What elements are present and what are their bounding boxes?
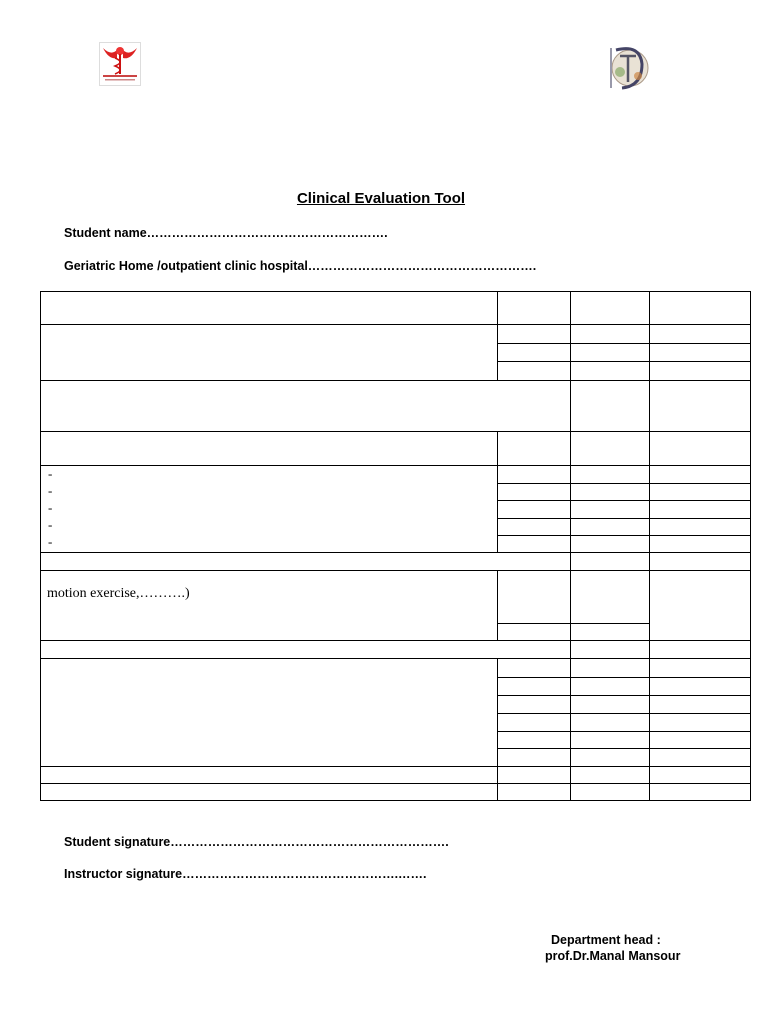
student-signature-field: Student signature…………………………………………………………. xyxy=(64,835,449,849)
list-bullet: - xyxy=(48,466,53,481)
list-bullet: - xyxy=(48,517,53,532)
student-name-field: Student name…………………………………………………. xyxy=(64,226,388,240)
university-emblem-icon xyxy=(606,42,650,92)
list-bullet: - xyxy=(48,534,53,549)
hospital-field: Geriatric Home /outpatient clinic hospital………………………………………………. xyxy=(64,259,537,273)
department-head-name: prof.Dr.Manal Mansour xyxy=(545,949,681,963)
page-title: Clinical Evaluation Tool xyxy=(296,190,466,207)
department-head-label: Department head : xyxy=(551,933,661,947)
instructor-signature-field: Instructor signature…………………………………………….……. xyxy=(64,867,427,881)
motion-exercise-text: motion exercise,……….) xyxy=(47,586,190,601)
list-bullet: - xyxy=(48,483,53,498)
list-bullet: - xyxy=(48,500,53,515)
faculty-nursing-logo-icon xyxy=(99,42,141,86)
